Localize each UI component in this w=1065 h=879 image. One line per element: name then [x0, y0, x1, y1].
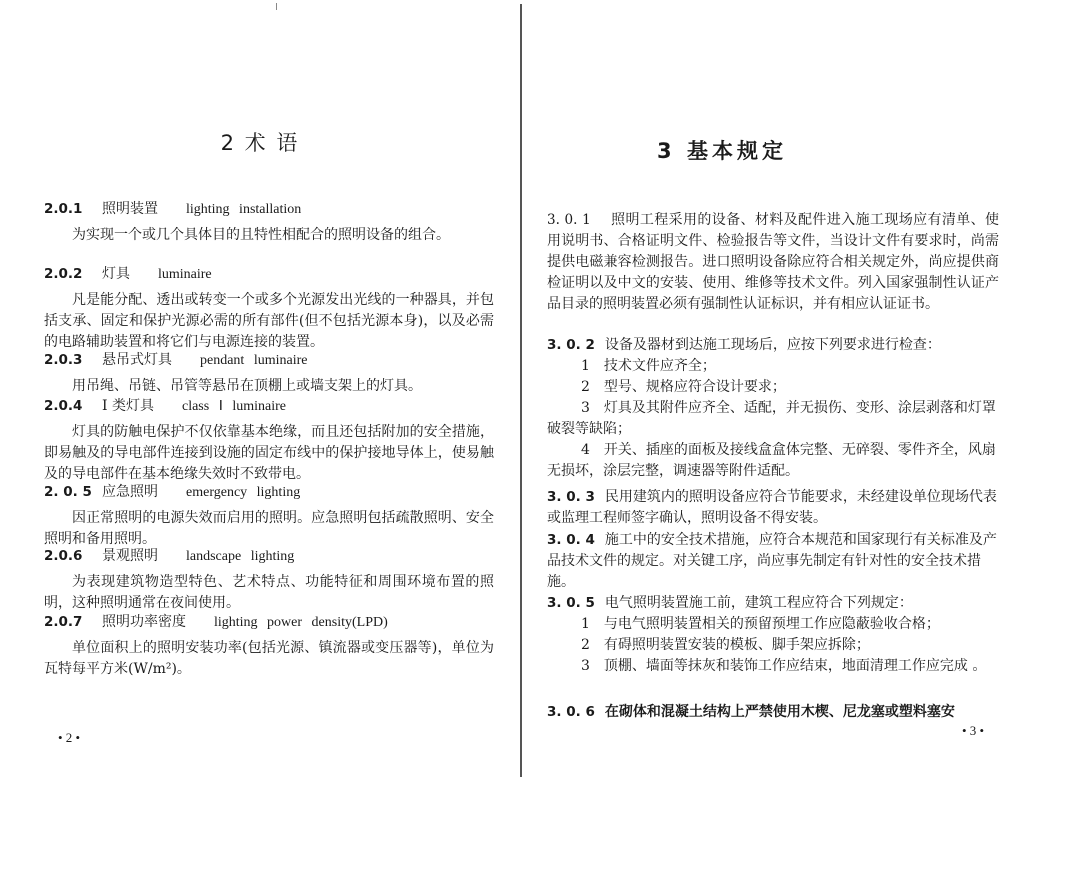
clause-text: 施工中的安全技术措施，应符合本规范和国家现行有关标准及产品技术文件的规定。对关键工序，尚应事先制定有针对性的安全技术措施。: [547, 532, 997, 590]
term-english: emergency lighting: [186, 485, 301, 500]
term-english: class Ⅰ luminaire: [181, 399, 286, 414]
clause-number: 3. 0. 3: [547, 489, 595, 505]
list-item: 2 有碍照明装置安装的模板、脚手架应拆除；: [581, 637, 870, 653]
term-entry: [44, 396, 494, 485]
term-english: lighting power density(LPD): [214, 615, 388, 630]
term-definition: 凡是能分配、透出或转变一个或多个光源发出光线的一种器具，并包括支承、固定和保护光源必需的所有部件(但不包括光源本身)，以及必需的电路辅助装置和将它们与电源连接的装置。: [44, 292, 494, 350]
term-entry: [44, 546, 494, 614]
chapter-title-basic-rules: 3 基本规定: [657, 139, 787, 163]
term-number: 2.0.3: [44, 352, 83, 368]
clause-number: 3. 0. 5: [547, 595, 595, 611]
term-number: 2.0.2: [44, 266, 83, 282]
list-item: 4 开关、插座的面板及接线盒盒体完整、无碎裂、零件齐全，风扇无损坏，涂层完整，调速器等附件适配。: [547, 442, 996, 479]
term-chinese: 灯具: [102, 266, 130, 282]
term-chinese: 照明功率密度: [102, 614, 186, 630]
clause-3-0-5: [547, 593, 999, 677]
term-number: 2.0.6: [44, 548, 83, 564]
term-definition: 用吊绳、吊链、吊管等悬吊在顶棚上或墙支架上的灯具。: [72, 378, 422, 394]
clause-3-0-4: [547, 530, 999, 593]
term-definition: 为实现一个或几个具体目的且特性相配合的照明设备的组合。: [72, 227, 450, 243]
term-entry: [44, 199, 494, 246]
scan-mark: [276, 3, 277, 10]
clause-text: 在砌体和混凝土结构上严禁使用木楔、尼龙塞或塑料塞安: [604, 704, 955, 720]
clause-text: 设备及器材到达施工现场后，应按下列要求进行检查：: [604, 337, 941, 353]
clause-text: 照明工程采用的设备、材料及配件进入施工现场应有清单、使用说明书、合格证明文件、检验报告等文件，当设计文件有要求时，尚需提供电磁兼容检测报告。进口照明设备除应符合相关规定外，尚应提供商检证明以及中文的安装、使用、维修等技术文件。列入国家强制性认证产品目录的照明装置必须有强制性认证标识，并有相应认证证书。: [547, 212, 1000, 312]
clause-3-0-2: [547, 335, 999, 482]
term-chinese: 应急照明: [102, 484, 158, 500]
clause-3-0-1: [547, 210, 999, 315]
term-number: 2. 0. 5: [44, 484, 92, 500]
clause-number: 3. 0. 4: [547, 532, 595, 548]
term-definition: 因正常照明的电源失效而启用的照明。应急照明包括疏散照明、安全照明和备用照明。: [44, 510, 494, 547]
term-entry: [44, 482, 494, 550]
term-english: luminaire: [158, 267, 212, 282]
term-number: 2.0.1: [44, 201, 83, 217]
clause-number: 3. 0. 6: [547, 704, 595, 720]
list-item: 3 顶棚、墙面等抹灰和装饰工作应结束，地面清理工作应完成 。: [581, 658, 987, 674]
page-number-left: • 2 •: [58, 730, 81, 745]
term-english: pendant luminaire: [200, 353, 308, 368]
term-entry: [44, 264, 494, 353]
clause-text: 电气照明装置施工前，建筑工程应符合下列规定：: [604, 595, 913, 611]
term-definition: 单位面积上的照明安装功率(包括光源、镇流器或变压器等)，单位为瓦特每平方米(W/m²)。: [44, 640, 494, 677]
clause-number: 3. 0. 2: [547, 337, 595, 353]
term-chinese: 悬吊式灯具: [102, 352, 172, 368]
list-item: 1 技术文件应齐全；: [581, 358, 716, 374]
term-entry: [44, 350, 494, 397]
page-number-right: • 3 •: [962, 723, 985, 738]
term-english: landscape lighting: [186, 549, 295, 564]
clause-number: 3. 0. 1: [547, 212, 591, 228]
term-entry: [44, 612, 494, 680]
list-item: 1 与电气照明装置相关的预留预埋工作应隐蔽验收合格；: [581, 616, 940, 632]
chapter-title-terms: 2 术 语: [220, 131, 300, 155]
list-item: 2 型号、规格应符合设计要求；: [581, 379, 786, 395]
term-chinese: Ⅰ 类灯具: [102, 398, 154, 414]
term-chinese: 照明装置: [102, 201, 158, 217]
clause-3-0-6: [547, 702, 999, 723]
term-number: 2.0.7: [44, 614, 83, 630]
term-english: lighting installation: [186, 202, 302, 217]
term-chinese: 景观照明: [102, 548, 158, 564]
term-number: 2.0.4: [44, 398, 83, 414]
list-item: 3 灯具及其附件应齐全、适配，并无损伤、变形、涂层剥落和灯罩破裂等缺陷；: [547, 400, 996, 437]
term-definition: 为表现建筑物造型特色、艺术特点、功能特征和周围环境布置的照明，这种照明通常在夜间使用。: [44, 574, 494, 611]
page-divider: [520, 4, 522, 777]
clause-text: 民用建筑内的照明设备应符合节能要求，未经建设单位现场代表或监理工程师签字确认，照明设备不得安装。: [547, 489, 997, 526]
term-definition: 灯具的防触电保护不仅依靠基本绝缘，而且还包括附加的安全措施，即易触及的导电部件连接到设施的固定布线中的保护接地导体上，使易触及的导电部件在基本绝缘失效时不致带电。: [44, 424, 494, 482]
clause-3-0-3: [547, 487, 999, 529]
